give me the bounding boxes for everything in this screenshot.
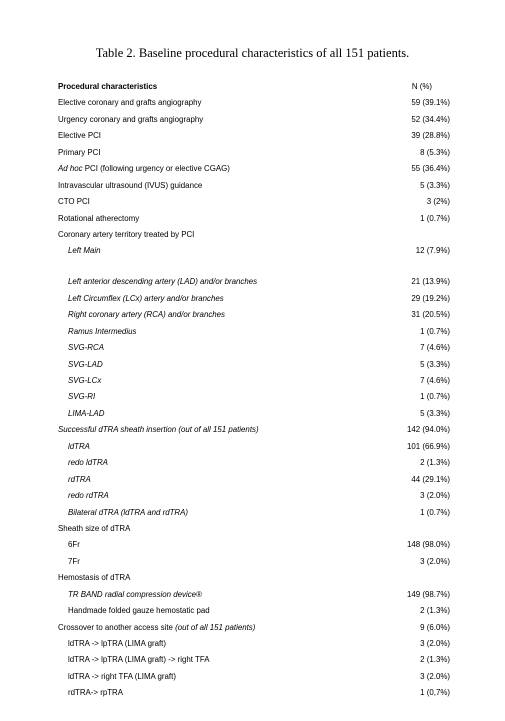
table-row: TR BAND radial compression device® 149 (98.7%) bbox=[68, 589, 450, 599]
table-row: ldTRA 101 (66.9%) bbox=[68, 441, 450, 451]
table-row: ldTRA -> lpTRA (LIMA graft) 3 (2.0%) bbox=[68, 639, 450, 648]
header-value: N (%) bbox=[411, 82, 432, 91]
table-row: SVG-RCA 7 (4.6%) bbox=[68, 343, 450, 353]
table-row: Handmade folded gauze hemostatic pad 2 (1.3%) bbox=[68, 606, 450, 616]
header-label: Procedural characteristics bbox=[58, 82, 158, 91]
table-row: Left Circumflex (LCx) artery and/or branches 29 (19.2%) bbox=[68, 293, 450, 303]
table-section-row: Sheath size of dTRA bbox=[58, 523, 131, 533]
label-italic-part: Ad hoc bbox=[58, 164, 83, 174]
table-row: LIMA-LAD 5 (3.3%) bbox=[68, 408, 450, 418]
table-row: SVG-RI 1 (0.7%) bbox=[68, 392, 450, 402]
table-row: Elective coronary and grafts angiography 59 (39.1%) bbox=[58, 98, 450, 108]
table-row: redo ldTRA 2 (1.3%) bbox=[68, 458, 450, 468]
table-section-row: Hemostasis of dTRA bbox=[58, 573, 131, 583]
label-italic-part: (out of all 151 patients) bbox=[175, 622, 256, 632]
table-header-row bbox=[58, 79, 450, 95]
table-caption: Table 2. Baseline procedural characteristics of all 151 patients. bbox=[95, 46, 410, 60]
table-row: SVG-LAD 5 (3.3%) bbox=[68, 359, 450, 369]
table-row: Elective PCI 39 (28.8%) bbox=[58, 131, 450, 141]
table-row: rdTRA-> rpTRA 1 (0,7%) bbox=[68, 688, 450, 698]
table-row: 6Fr 148 (98.0%) bbox=[68, 540, 450, 550]
label-rest: PCI (following urgency or elective CGAG) bbox=[82, 164, 230, 174]
table-row: Ramus Intermedius 1 (0.7%) bbox=[68, 326, 450, 336]
table-row: Right coronary artery (RCA) and/or branches 31 (20.5%) bbox=[68, 310, 450, 320]
table-row: Rotational atherectomy 1 (0.7%) bbox=[58, 213, 450, 223]
table-section-row: Coronary artery territory treated by PCI bbox=[58, 229, 195, 239]
table-row: redo rdTRA 3 (2.0%) bbox=[68, 491, 450, 501]
table-row: ldTRA -> lpTRA (LIMA graft) -> right TFA 2 (1.3%) bbox=[68, 655, 450, 665]
table-row: Ad hoc PCI (following urgency or elective CGAG) 55 (36.4%) bbox=[58, 164, 450, 174]
table-row: Left anterior descending artery (LAD) and/or branches 21 (13.9%) bbox=[68, 277, 450, 287]
table-row: CTO PCI 3 (2%) bbox=[58, 197, 450, 207]
table-row: Intravascular ultrasound (IVUS) guidance 5 (3.3%) bbox=[58, 180, 450, 190]
table-row: Bilateral dTRA (ldTRA and rdTRA) 1 (0.7%) bbox=[68, 507, 450, 517]
table-row: Left Main 12 (7.9%) bbox=[68, 246, 450, 256]
table-row: ldTRA -> right TFA (LIMA graft) 3 (2.0%) bbox=[68, 671, 450, 681]
table-section-row: Successful dTRA sheath insertion (out of all 151 patients) 142 (94.0%) bbox=[58, 425, 450, 435]
table-section-row: Crossover to another access site (out of all 151 patients) 9 (6.0%) bbox=[58, 622, 450, 632]
table-row: 7Fr 3 (2.0%) bbox=[68, 556, 450, 566]
table-row: Primary PCI 8 (5.3%) bbox=[58, 147, 450, 157]
label-main-part: Crossover to another access site bbox=[58, 622, 176, 632]
table-row: Urgency coronary and grafts angiography 52 (34.4%) bbox=[58, 114, 450, 124]
table-row: rdTRA 44 (29.1%) bbox=[68, 474, 450, 484]
table-row: SVG-LCx 7 (4.6%) bbox=[68, 376, 450, 385]
procedural-table bbox=[58, 79, 450, 702]
